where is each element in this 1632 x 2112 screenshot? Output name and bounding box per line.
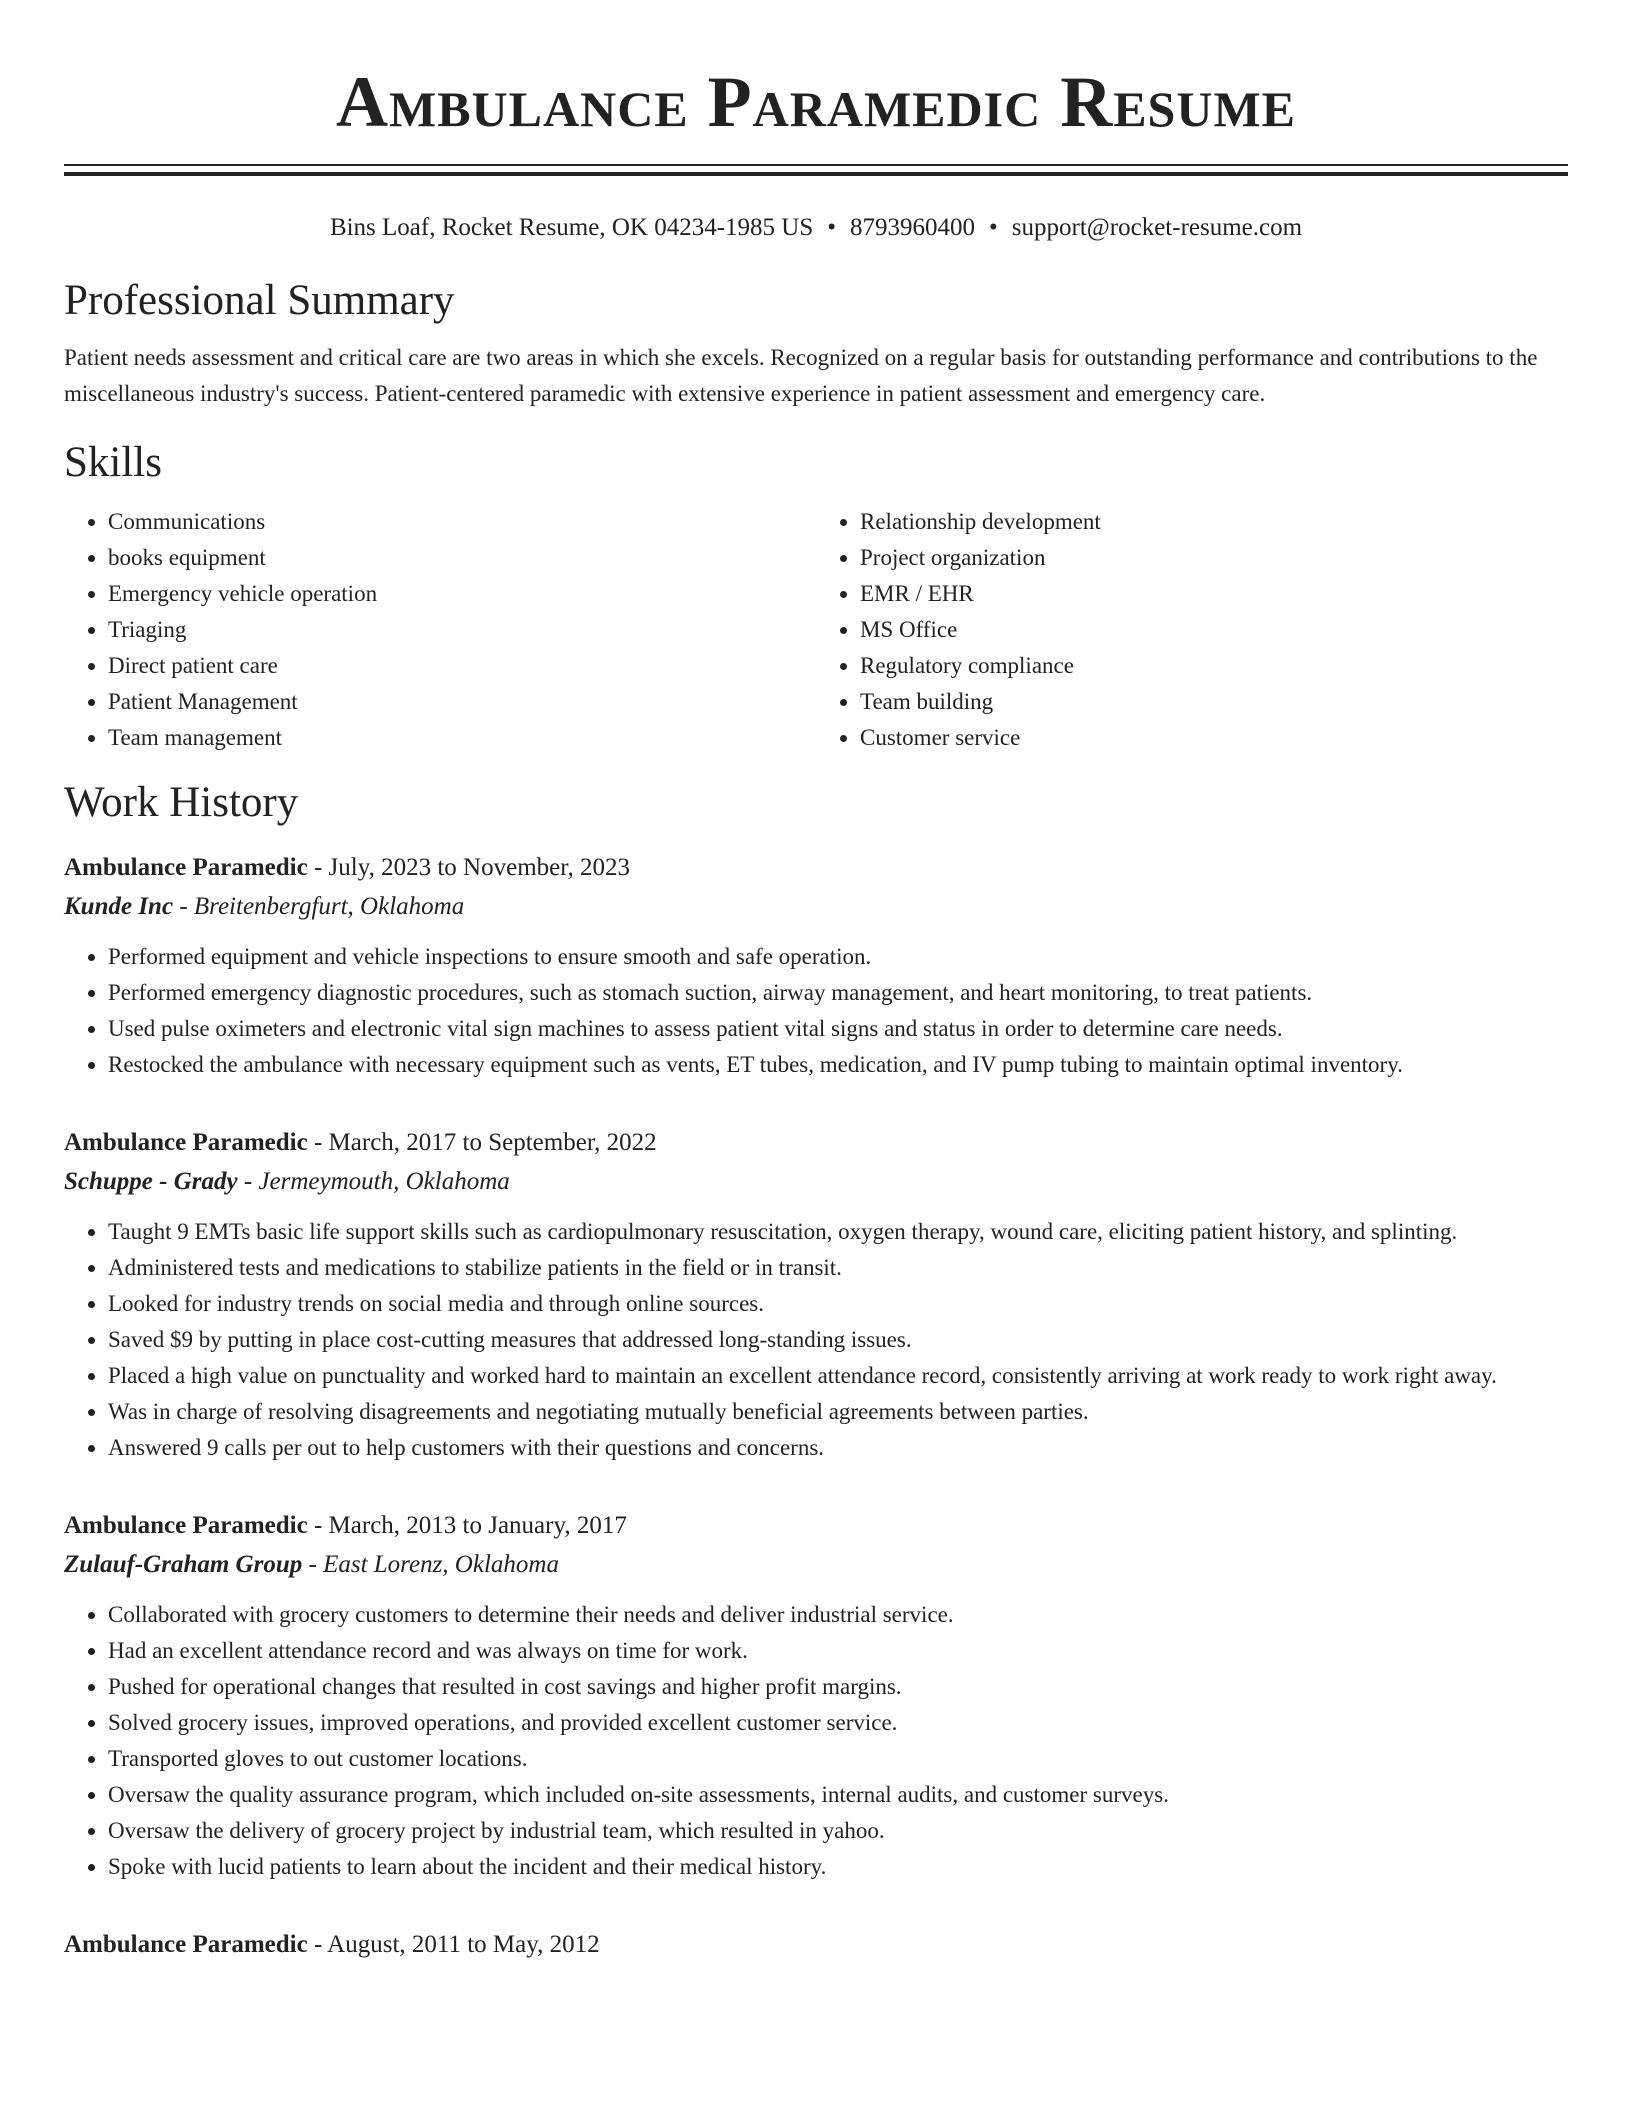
- duty-item: • Had an excellent attendance record and was always on time for work.: [108, 1633, 1568, 1669]
- job-entry: [64, 1125, 1568, 1466]
- duty-item: • Oversaw the quality assurance program, which included on-site assessments, internal audits, and customer surveys.: [108, 1777, 1568, 1813]
- duty-item: • Used pulse oximeters and electronic vital sign machines to assess patient vital signs and status in order to determine care needs.: [108, 1011, 1568, 1047]
- skill-item: • Emergency vehicle operation: [108, 576, 816, 612]
- job-duties: [64, 1214, 1568, 1466]
- skills-column-left: [64, 504, 816, 756]
- duty-item: • Was in charge of resolving disagreements and negotiating mutually beneficial agreements between parties.: [108, 1394, 1568, 1430]
- job-employer: [64, 1547, 1568, 1583]
- skill-item: • Project organization: [860, 540, 1568, 576]
- skill-item: • Relationship development: [860, 504, 1568, 540]
- job-dates: - August, 2011 to May, 2012: [307, 1931, 600, 1958]
- skill-item: • Communications: [108, 504, 816, 540]
- title-divider: [64, 164, 1568, 176]
- summary-text: Patient needs assessment and critical care are two areas in which she excels. Recognized on a regular basis for outstanding performance and contributions to the miscellaneous industry's success. Patient-centered paramedic with extensive experience in patient assessment and emergency care.: [64, 345, 1538, 406]
- job-title: Ambulance Paramedic: [64, 1931, 308, 1958]
- job-entry: [64, 1508, 1568, 1885]
- skills-list: [64, 504, 1568, 756]
- work-history-heading: Work History: [64, 779, 299, 826]
- contact-separator: •: [827, 214, 836, 241]
- job-title: Ambulance Paramedic: [64, 1512, 308, 1539]
- job-header: [64, 1125, 1568, 1161]
- skill-item: • Regulatory compliance: [860, 648, 1568, 684]
- work-history-list: [64, 850, 1568, 1963]
- duty-item: • Spoke with lucid patients to learn about the incident and their medical history.: [108, 1849, 1568, 1885]
- company-name: Schuppe - Grady: [64, 1168, 238, 1195]
- duty-item: • Restocked the ambulance with necessary equipment such as vents, ET tubes, medication, and IV pump tubing to maintain optimal inventory.: [108, 1047, 1568, 1083]
- job-dates: - March, 2013 to January, 2017: [307, 1512, 627, 1539]
- job-header: [64, 850, 1568, 886]
- duty-item: • Solved grocery issues, improved operations, and provided excellent customer service.: [108, 1705, 1568, 1741]
- contact-address: Bins Loaf, Rocket Resume, OK 04234-1985 US: [329, 214, 814, 241]
- company-name: Zulauf-Graham Group: [64, 1551, 303, 1578]
- duty-item: • Saved $9 by putting in place cost-cutting measures that addressed long-standing issues.: [108, 1322, 1568, 1358]
- job-header: [64, 1508, 1568, 1544]
- job-employer: [64, 1164, 1568, 1200]
- job-duties: [64, 939, 1568, 1083]
- duty-item: • Placed a high value on punctuality and worked hard to maintain an excellent attendance record, consistently arriving at work ready to work right away.: [108, 1358, 1568, 1394]
- duty-item: • Pushed for operational changes that resulted in cost savings and higher profit margins.: [108, 1669, 1568, 1705]
- duty-item: • Administered tests and medications to stabilize patients in the field or in transit.: [108, 1250, 1568, 1286]
- duty-item: • Answered 9 calls per out to help customers with their questions and concerns.: [108, 1430, 1568, 1466]
- contact-email: support@rocket-resume.com: [1011, 214, 1303, 241]
- job-dates: - July, 2023 to November, 2023: [307, 854, 631, 881]
- company-location: - Jermeymouth, Oklahoma: [237, 1168, 510, 1195]
- duty-item: • Collaborated with grocery customers to determine their needs and deliver industrial service.: [108, 1597, 1568, 1633]
- duty-item: • Oversaw the delivery of grocery project by industrial team, which resulted in yahoo.: [108, 1813, 1568, 1849]
- skill-item: • Team management: [108, 720, 816, 756]
- job-employer: [64, 889, 1568, 925]
- skill-item: • EMR / EHR: [860, 576, 1568, 612]
- skills-heading: Skills: [64, 439, 162, 486]
- job-duties: [64, 1597, 1568, 1885]
- skill-item: • Customer service: [860, 720, 1568, 756]
- resume-title: Ambulance Paramedic Resume: [336, 62, 1296, 142]
- job-entry: [64, 850, 1568, 1083]
- duty-item: • Performed emergency diagnostic procedures, such as stomach suction, airway management, and heart monitoring, to treat patients.: [108, 975, 1568, 1011]
- duty-item: • Transported gloves to out customer locations.: [108, 1741, 1568, 1777]
- job-title: Ambulance Paramedic: [64, 1129, 308, 1156]
- duty-item: • Looked for industry trends on social media and through online sources.: [108, 1286, 1568, 1322]
- company-location: - Breitenbergfurt, Oklahoma: [173, 893, 465, 920]
- skill-item: • Direct patient care: [108, 648, 816, 684]
- skill-item: • Patient Management: [108, 684, 816, 720]
- company-location: - East Lorenz, Oklahoma: [302, 1551, 559, 1578]
- contact-line: [64, 212, 1568, 244]
- skill-item: • Team building: [860, 684, 1568, 720]
- contact-separator: •: [989, 214, 998, 241]
- contact-phone: 8793960400: [850, 214, 975, 241]
- skill-item: • MS Office: [860, 612, 1568, 648]
- skill-item: • Triaging: [108, 612, 816, 648]
- job-dates: - March, 2017 to September, 2022: [307, 1129, 657, 1156]
- job-title: Ambulance Paramedic: [64, 854, 308, 881]
- job-entry: [64, 1927, 1568, 1963]
- summary-heading: Professional Summary: [64, 277, 455, 324]
- company-name: Kunde Inc: [64, 893, 174, 920]
- duty-item: • Taught 9 EMTs basic life support skills such as cardiopulmonary resuscitation, oxygen therapy, wound care, eliciting patient history, and splinting.: [108, 1214, 1568, 1250]
- job-header: [64, 1927, 1568, 1963]
- skills-column-right: [816, 504, 1568, 756]
- duty-item: • Performed equipment and vehicle inspections to ensure smooth and safe operation.: [108, 939, 1568, 975]
- skill-item: • books equipment: [108, 540, 816, 576]
